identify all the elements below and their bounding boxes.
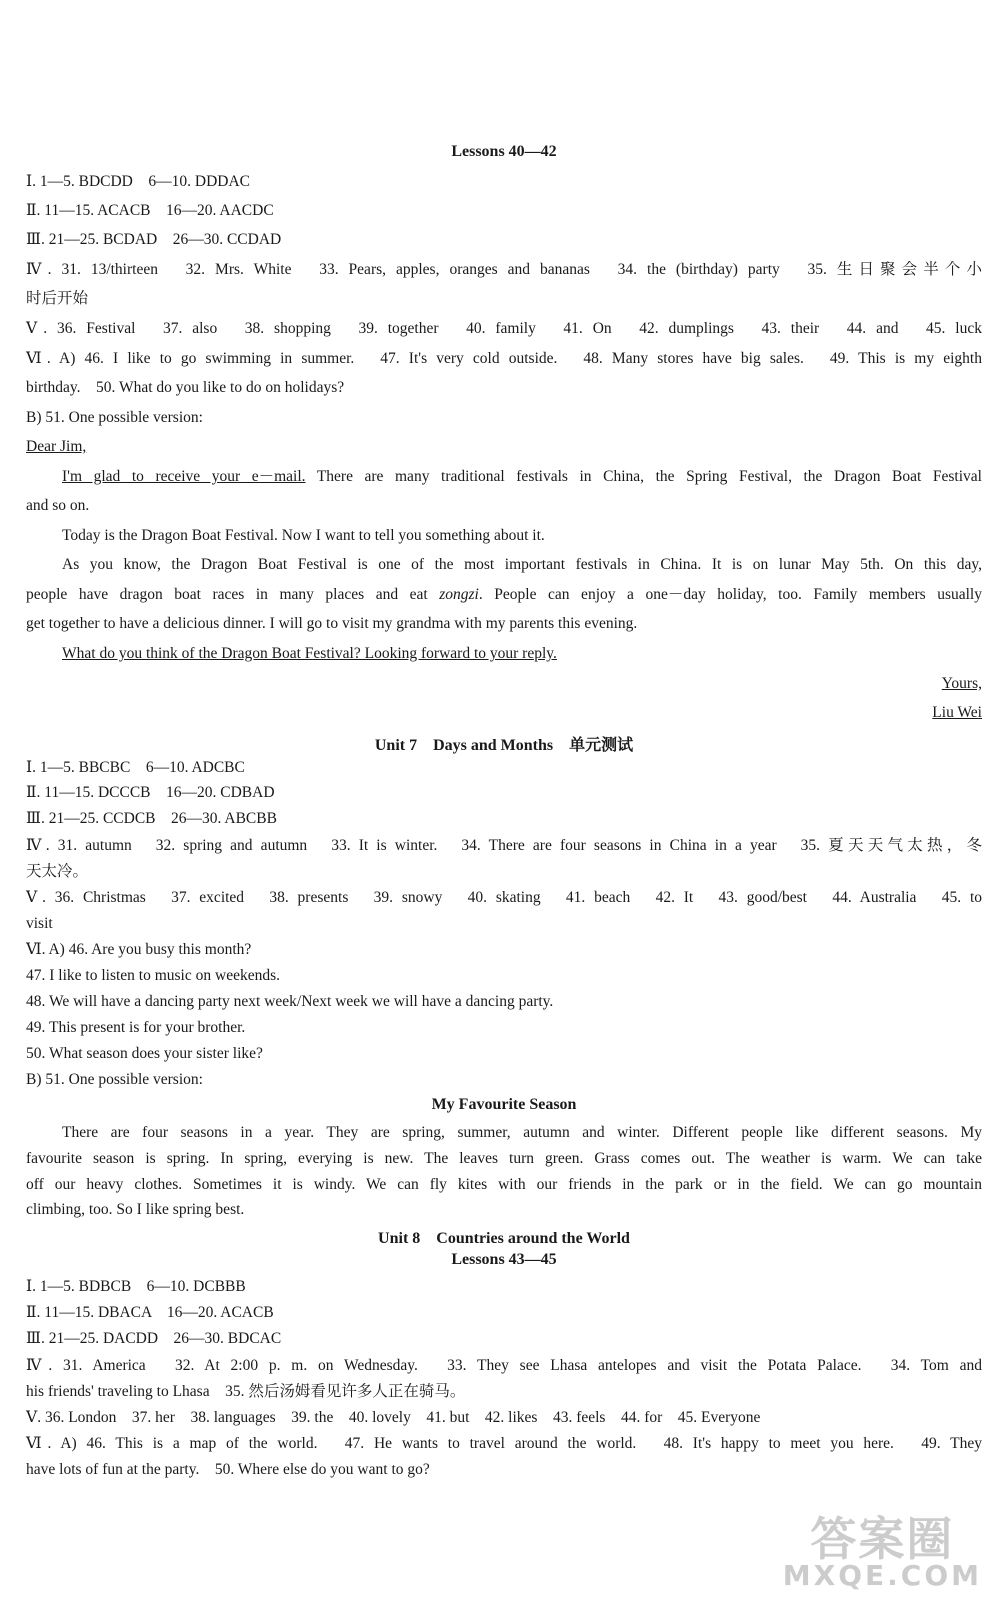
letter-signature-text: Liu Wei bbox=[932, 704, 982, 721]
letter-greeting: Dear Jim, bbox=[26, 438, 87, 455]
letter-paragraph-cont bbox=[26, 585, 982, 605]
answer-line: Ⅲ. 21—25. DACDD 26—30. BDCAC bbox=[26, 1330, 282, 1347]
answer-line: 49. This present is for your brother. bbox=[26, 1019, 246, 1036]
answer-line: Ⅴ. 36. London 37. her 38. languages 39. the 40. lovely 41. but 42. likes 43. feels 44. for 45. Everyone bbox=[26, 1409, 761, 1426]
essay-line: There are four seasons in a year. They are spring, summer, autumn and winter. Different people like different seasons. My bbox=[62, 1124, 982, 1141]
underlined-sentence: I'm glad to receive your e－mail. bbox=[62, 468, 306, 485]
answer-line: visit bbox=[26, 915, 53, 932]
answer-line: Ⅲ. 21—25. BCDAD 26—30. CCDAD bbox=[26, 231, 282, 248]
answer-line: Ⅵ. A) 46. I like to go swimming in summer. 47. It's very cold outside. 48. Many stores have big sales. 49. This is my eighth bbox=[26, 350, 982, 367]
letter-closing bbox=[26, 674, 982, 694]
section-subheading-lessons-43-45: Lessons 43—45 bbox=[451, 1251, 557, 1268]
answer-line: Ⅳ. 31. America 32. At 2:00 p. m. on Wednesday. 33. They see Lhasa antelopes and visit the Potata Palace. 34. Tom and bbox=[26, 1357, 982, 1374]
letter-text: people have dragon boat races in many places and eat bbox=[26, 586, 440, 603]
answer-line: Ⅱ. 11—15. DBACA 16—20. ACACB bbox=[26, 1304, 274, 1321]
letter-closing-text: Yours, bbox=[941, 675, 982, 692]
answer-line: Ⅴ. 36. Festival 37. also 38. shopping 39. together 40. family 41. On 42. dumplings 43. their 44. and 45. luck bbox=[26, 320, 982, 337]
answer-line: 47. I like to listen to music on weekends. bbox=[26, 967, 280, 984]
letter-paragraph-cont: get together to have a delicious dinner. I will go to visit my grandma with my parents this evening. bbox=[26, 615, 638, 632]
letter-text: . People can enjoy a one－day holiday, too. Family members usually bbox=[478, 586, 982, 603]
letter-paragraph: As you know, the Dragon Boat Festival is one of the most important festivals in China. It is on lunar May 5th. On this day, bbox=[62, 556, 982, 573]
watermark-logo bbox=[782, 1512, 982, 1592]
essay-title: My Favourite Season bbox=[431, 1096, 577, 1113]
answer-line: Ⅳ. 31. 13/thirteen 32. Mrs. White 33. Pears, apples, oranges and bananas 34. the (birthday) party 35. 生日聚会半个小 bbox=[26, 261, 982, 278]
letter-paragraph: Today is the Dragon Boat Festival. Now I want to tell you something about it. bbox=[62, 527, 545, 544]
answer-line: Ⅴ. 36. Christmas 37. excited 38. presents 39. snowy 40. skating 41. beach 42. It 43. good/best 44. Australia 45. to bbox=[26, 889, 982, 906]
answer-line: 48. We will have a dancing party next week/Next week we will have a dancing party. bbox=[26, 993, 554, 1010]
answer-line: Ⅰ. 1—5. BDCDD 6—10. DDDAC bbox=[26, 173, 250, 190]
answer-line: have lots of fun at the party. 50. Where else do you want to go? bbox=[26, 1461, 430, 1478]
answer-line: 50. What season does your sister like? bbox=[26, 1045, 263, 1062]
letter-italic-word: zongzi bbox=[439, 586, 479, 603]
answer-line: 时后开始 bbox=[26, 290, 89, 307]
watermark-text: 答案圈 bbox=[810, 1512, 955, 1566]
answer-line: B) 51. One possible version: bbox=[26, 1071, 203, 1088]
section-heading-unit-8: Unit 8 Countries around the World bbox=[378, 1230, 630, 1247]
answer-line: Ⅱ. 11—15. ACACB 16—20. AACDC bbox=[26, 202, 274, 219]
answer-line: Ⅵ. A) 46. Are you busy this month? bbox=[26, 941, 252, 958]
answer-line: Ⅰ. 1—5. BBCBC 6—10. ADCBC bbox=[26, 759, 245, 776]
watermark-url: MXQE.COM bbox=[782, 1559, 982, 1592]
letter-paragraph-cont: and so on. bbox=[26, 497, 90, 514]
letter-signature bbox=[26, 703, 982, 723]
letter-paragraph bbox=[62, 467, 982, 487]
section-heading-lessons-40-42: Lessons 40—42 bbox=[451, 143, 557, 160]
answer-line: Ⅲ. 21—25. CCDCB 26—30. ABCBB bbox=[26, 810, 277, 827]
essay-line: favourite season is spring. In spring, everying is new. The leaves turn green. Grass comes out. The weather is warm. We can take bbox=[26, 1150, 982, 1167]
essay-line: off our heavy clothes. Sometimes it is windy. We can fly kites with our friends in the park or in the field. We can go mountain bbox=[26, 1176, 982, 1193]
section-heading-unit-7: Unit 7 Days and Months 单元测试 bbox=[374, 737, 634, 754]
answer-line: his friends' traveling to Lhasa 35. 然后汤姆看见许多人正在骑马。 bbox=[26, 1383, 466, 1400]
answer-line: Ⅵ. A) 46. This is a map of the world. 47. He wants to travel around the world. 48. It's happy to meet you here. 49. They bbox=[26, 1435, 982, 1452]
answer-line: birthday. 50. What do you like to do on holidays? bbox=[26, 379, 345, 396]
answer-line: Ⅳ. 31. autumn 32. spring and autumn 33. It is winter. 34. There are four seasons in China in a year 35. 夏天天气太热，冬 bbox=[26, 837, 982, 854]
answer-line: B) 51. One possible version: bbox=[26, 409, 203, 426]
letter-paragraph-underlined: What do you think of the Dragon Boat Festival? Looking forward to your reply. bbox=[62, 645, 557, 662]
letter-text: There are many traditional festivals in China, the Spring Festival, the Dragon Boat Festival bbox=[305, 468, 982, 485]
answer-line: 天太冷。 bbox=[26, 863, 89, 880]
answer-line: Ⅱ. 11—15. DCCCB 16—20. CDBAD bbox=[26, 784, 275, 801]
essay-line: climbing, too. So I like spring best. bbox=[26, 1201, 245, 1218]
answer-line: Ⅰ. 1—5. BDBCB 6—10. DCBBB bbox=[26, 1278, 246, 1295]
